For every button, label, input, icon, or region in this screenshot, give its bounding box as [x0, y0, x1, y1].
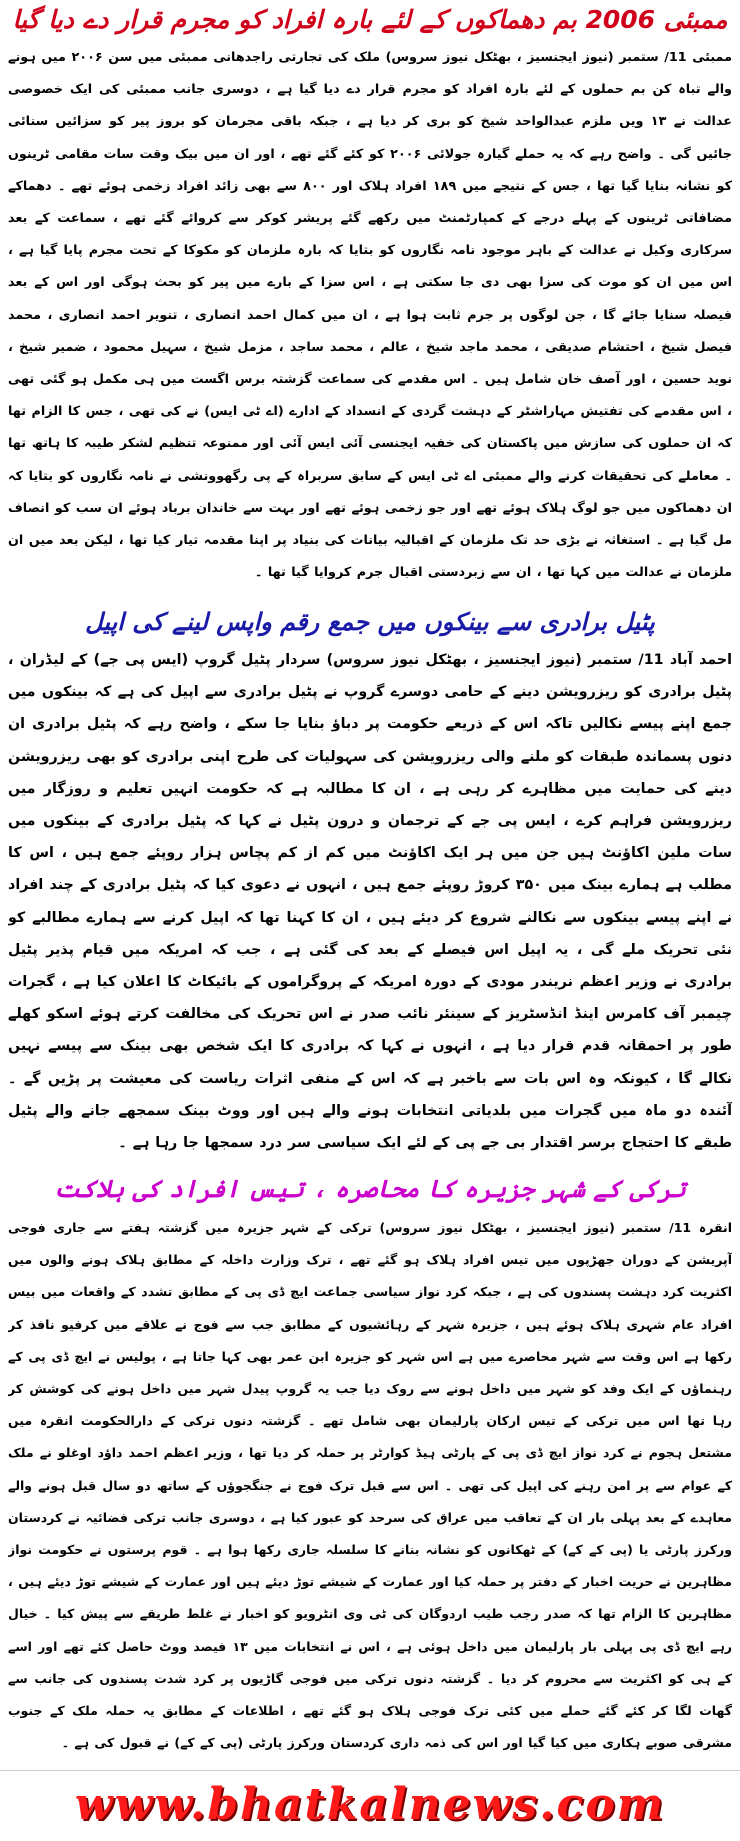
article-mumbai-blasts: ممبئی 11/ ستمبر (نیوز ایجنسیز ، بھٹکل نیوز سروس) ملک کی تجارتی راجدھانی ممبئی میں سن ۲۰۰۶ میں ہونے والے تباہ کن بم حملوں کے لئے بارہ افراد کو مجرم قرار دے دیا گیا ہے ، دوسری جانب ممبئی کی ایک خصوصی عدالت نے ۱۳ ویں ملزم عبدالواحد شیخ کو بری کر دیا ہے ، جبکہ باقی مجرمان کو بروز پیر کو سزائیں سنائی جائیں گی ۔ واضح رہے کہ یہ حملے گیارہ جولائی ۲۰۰۶ کو کئے گئے تھے ، اور ان میں بیک وقت سات مقامی ٹرینوں کو نشانہ بنایا گیا تھا ، جس کے نتیجے میں ۱۸۹ افراد ہلاک اور ۸۰۰ سے بھی زائد افراد زخمی ہوئے تھے ۔ دھماکے مضافاتی ٹرینوں کے پہلے درجے کے کمپارٹمنٹ میں رکھے گئے پریشر کوکر سے کروائے گئے تھے ، سماعت کے بعد سرکاری وکیل نے عدالت کے باہر موجود نامہ نگاروں کو بتایا کہ بارہ ملزمان کو مکوکا کے تحت مجرم پایا گیا ہے ، اس میں ان کو موت کی سزا بھی دی جا سکتی ہے ، اس سزا کے بارے میں پیر کو بحث ہوگی اور اس کے بعد فیصلہ سنایا جائے گا ، جن لوگوں پر جرم ثابت ہوا ہے ، ان میں کمال احمد انصاری ، تنویر احمد انصاری ، محمد فیصل شیخ ، احتشام صدیقی ، محمد ماجد شیخ ، عالم ، محمد ساجد ، مزمل شیخ ، سہیل محمود ، ضمیر شیخ ، نوید حسین ، اور آصف خان شامل ہیں ۔ اس مقدمے کی سماعت گزشتہ برس اگست میں ہی مکمل ہو گئی تھی ، اس مقدمے کی تفتیش مہاراشٹر کے دہشت گردی کے انسداد کے ادارے (اے ٹی ایس) نے کی تھی ، جس کا الزام تھا کہ ان حملوں کی سازش میں پاکستان کی خفیہ ایجنسی آئی ایس آئی اور ممنوعہ تنظیم لشکر طیبہ کا ہاتھ تھا ۔ معاملے کی تحقیقات کرنے والے ممبئی اے ٹی ایس کے سابق سربراہ کے پی رگھوونشی نے نامہ نگاروں کو بتایا کہ ان دھماکوں میں جو لوگ ہلاک ہوئے تھے اور جو زخمی ہوئے تھے اور بہت سے خاندان برباد ہوئے ان سب کو انصاف مل گیا ہے ۔ استغاثہ نے بڑی حد تک ملزمان کے اقبالیہ بیانات کی بنیاد پر اپنا مقدمہ تیار کیا تھا ، لیکن بعد میں ان ملزمان نے عدالت میں کہا تھا ، ان سے زبردستی اقبال جرم کروایا گیا تھا ۔ — [8, 50, 732, 581]
headline-turkey-cizre: ترکی کے شہر جزیرہ کا محاصرہ ، تیس افراد کی ہلاکت — [54, 1175, 686, 1203]
headline-mumbai-blasts: ممبئی 2006 بم دھماکوں کے لئے بارہ افراد کو مجرم قرار دے دیا گیا — [12, 5, 728, 34]
article-turkey-cizre: انقرہ 11/ ستمبر (نیوز ایجنسیز ، بھٹکل نیوز سروس) ترکی کے شہر جزیرہ میں گزشتہ ہفتے سے جاری فوجی آپریشن کے دوران جھڑپوں میں تیس افراد ہلاک ہو گئے تھے ، ترک وزارت داخلہ کے مطابق ہلاک ہونے والوں میں اکثریت کرد دہشت پسندوں کی ہے ، جبکہ کرد نواز سیاسی جماعت ایچ ڈی پی کے مطابق تشدد کے واقعات میں بیس افراد عام شہری ہلاک ہوئے ہیں ، جزیرہ شہر کے رہائشیوں کے مطابق جب سے فوج نے علاقے میں کرفیو نافذ کر رکھا ہے اس وقت سے شہر محاصرے میں ہے اس شہر کو جزیرہ ابن عمر بھی کہا جاتا ہے ، پولیس نے ایچ ڈی پی کے رہنماؤں کے ایک وفد کو شہر میں داخل ہونے سے روک دیا جب یہ گروپ پیدل شہر میں داخل ہونے کی کوشش کر رہا تھا اس میں ترکی کے تیس ارکان پارلیمان بھی شامل تھے ۔ گزشتہ دنوں ترکی کے دارالحکومت انقرہ میں مشتعل ہجوم نے کرد نواز ایچ ڈی پی کے پارٹی ہیڈ کوارٹر پر حملہ کر دیا تھا ، وزیر اعظم احمد داؤد اوغلو نے ملک کے عوام سے پر امن رہنے کی اپیل کی تھی ۔ اس سے قبل ترک فوج نے جنگجوؤں کے ساتھ دو سال قبل ہونے والے معاہدے کے بعد پہلی بار ان کے تعاقب میں عراق کی سرحد کو عبور کیا ہے ، دوسری جانب ترکی فضائیہ نے کردستان ورکرز پارٹی یا (پی کے کے) کے ٹھکانوں کو نشانہ بنانے کا سلسلہ جاری رکھا ہوا ہے ۔ قوم پرستوں نے حکومت نواز مظاہرین نے حریت اخبار کے دفتر پر حملہ کیا اور عمارت کے شیشے توڑ دیئے ہیں اور عمارت کے شیشے توڑ دیئے ہیں ، مظاہرین کا الزام تھا کہ صدر رجب طیب اردوگان کی ٹی وی انٹرویو کو اخبار نے غلط طریقے سے پیش کیا ۔ خیال رہے ایچ ڈی پی پہلی بار پارلیمان میں داخل ہوئی ہے ، اس نے انتخابات میں ۱۳ فیصد ووٹ حاصل کئے تھے اور اسے کے ہی کو اکثریت سے محروم کر دیا ۔ گزشتہ دنوں ترکی میں فوجی گاڑیوں پر کرد شدت پسندوں کی جانب سے گھات لگا کر کئے گئے حملے میں کئی ترک فوجی ہلاک ہو گئے تھے ، اطلاعات کے مطابق یہ حملہ ملک کے جنوب مشرقی صوبے ہکاری میں کیا گیا اور اس کی ذمہ داری کردستان ورکرز پارٹی (پی کے کے) نے قبول کی ہے ۔ — [8, 1220, 732, 1751]
footer-site-url: www.bhatkalnews.com — [74, 1779, 666, 1830]
headline-patel-community: پٹیل برادری سے بینکوں میں جمع رقم واپس لینے کی اپیل — [85, 608, 655, 636]
article-patel-community: احمد آباد 11/ ستمبر (نیوز ایجنسیز ، بھٹکل نیوز سروس) سردار پٹیل گروپ (ایس پی جے) کے لیڈران ، پٹیل برادری کو ریزرویشن دینے کے حامی دوسرے گروپ نے پٹیل برادری سے اپیل کی ہے کہ بینکوں میں جمع اپنے پیسے نکالیں تاکہ اس کے ذریعے حکومت پر دباؤ بنایا جا سکے ، واضح رہے کہ پٹیل برادری ان دنوں پسماندہ طبقات کو ملنے والی ریزرویشن کی سہولیات کی طرح اپنی برادری کو بھی ریزرویشن دینے کی حمایت میں مظاہرے کر رہی ہے ، ان کا مطالبہ ہے کہ حکومت انہیں تعلیم و روزگار میں ریزرویشن فراہم کرے ، ایس پی جے کے ترجمان و درون پٹیل نے کہا کہ پٹیل برادری کے بینکوں میں سات ملین اکاؤنٹ ہیں جن میں ہر ایک اکاؤنٹ میں کم از کم پچاس ہزار روپئے جمع ہیں ، اس کا مطلب ہے ہمارے بینک میں ۳۵۰ کروڑ روپئے جمع ہیں ، انہوں نے دعوی کیا کہ پٹیل برادری کے چند افراد نے اپنے پیسے بینکوں سے نکالنے شروع کر دیئے ہیں ، ان کا کہنا تھا کہ اپیل کرنے سے ہمارے مطالبے کو نئی تحریک ملے گی ، یہ اپیل اس فیصلے کے بعد کی گئی ہے ، جب کہ امریکہ میں قیام پذیر پٹیل برادری نے وزیر اعظم نریندر مودی کے دورہ امریکہ کے پروگراموں کے بائیکاٹ کا اعلان کیا ہے ، گجرات چیمبر آف کامرس اینڈ انڈسٹریز کے سینئر نائب صدر نے اس تحریک کی مخالفت کرتے ہوئے اسکو کھلے طور پر احمقانہ قدم قرار دیا ہے ، انہوں نے کہا کہ برادری کا ایک شخص بھی بینک سے پیسے نہیں نکالے گا ، کیونکہ وہ اس بات سے باخبر ہے کہ اس کے منفی اثرات ریاست کی معیشت پر پڑیں گے ۔ آئندہ دو ماہ میں گجرات میں بلدیاتی انتخابات ہونے والے ہیں اور ووٹ بینک سمجھے جانے والے پٹیل طبقے کا احتجاج برسر اقتدار بی جے پی کے لئے ایک سیاسی سر درد سمجھا جا رہا ہے ۔ — [8, 652, 732, 1152]
footer-divider — [0, 1770, 740, 1771]
